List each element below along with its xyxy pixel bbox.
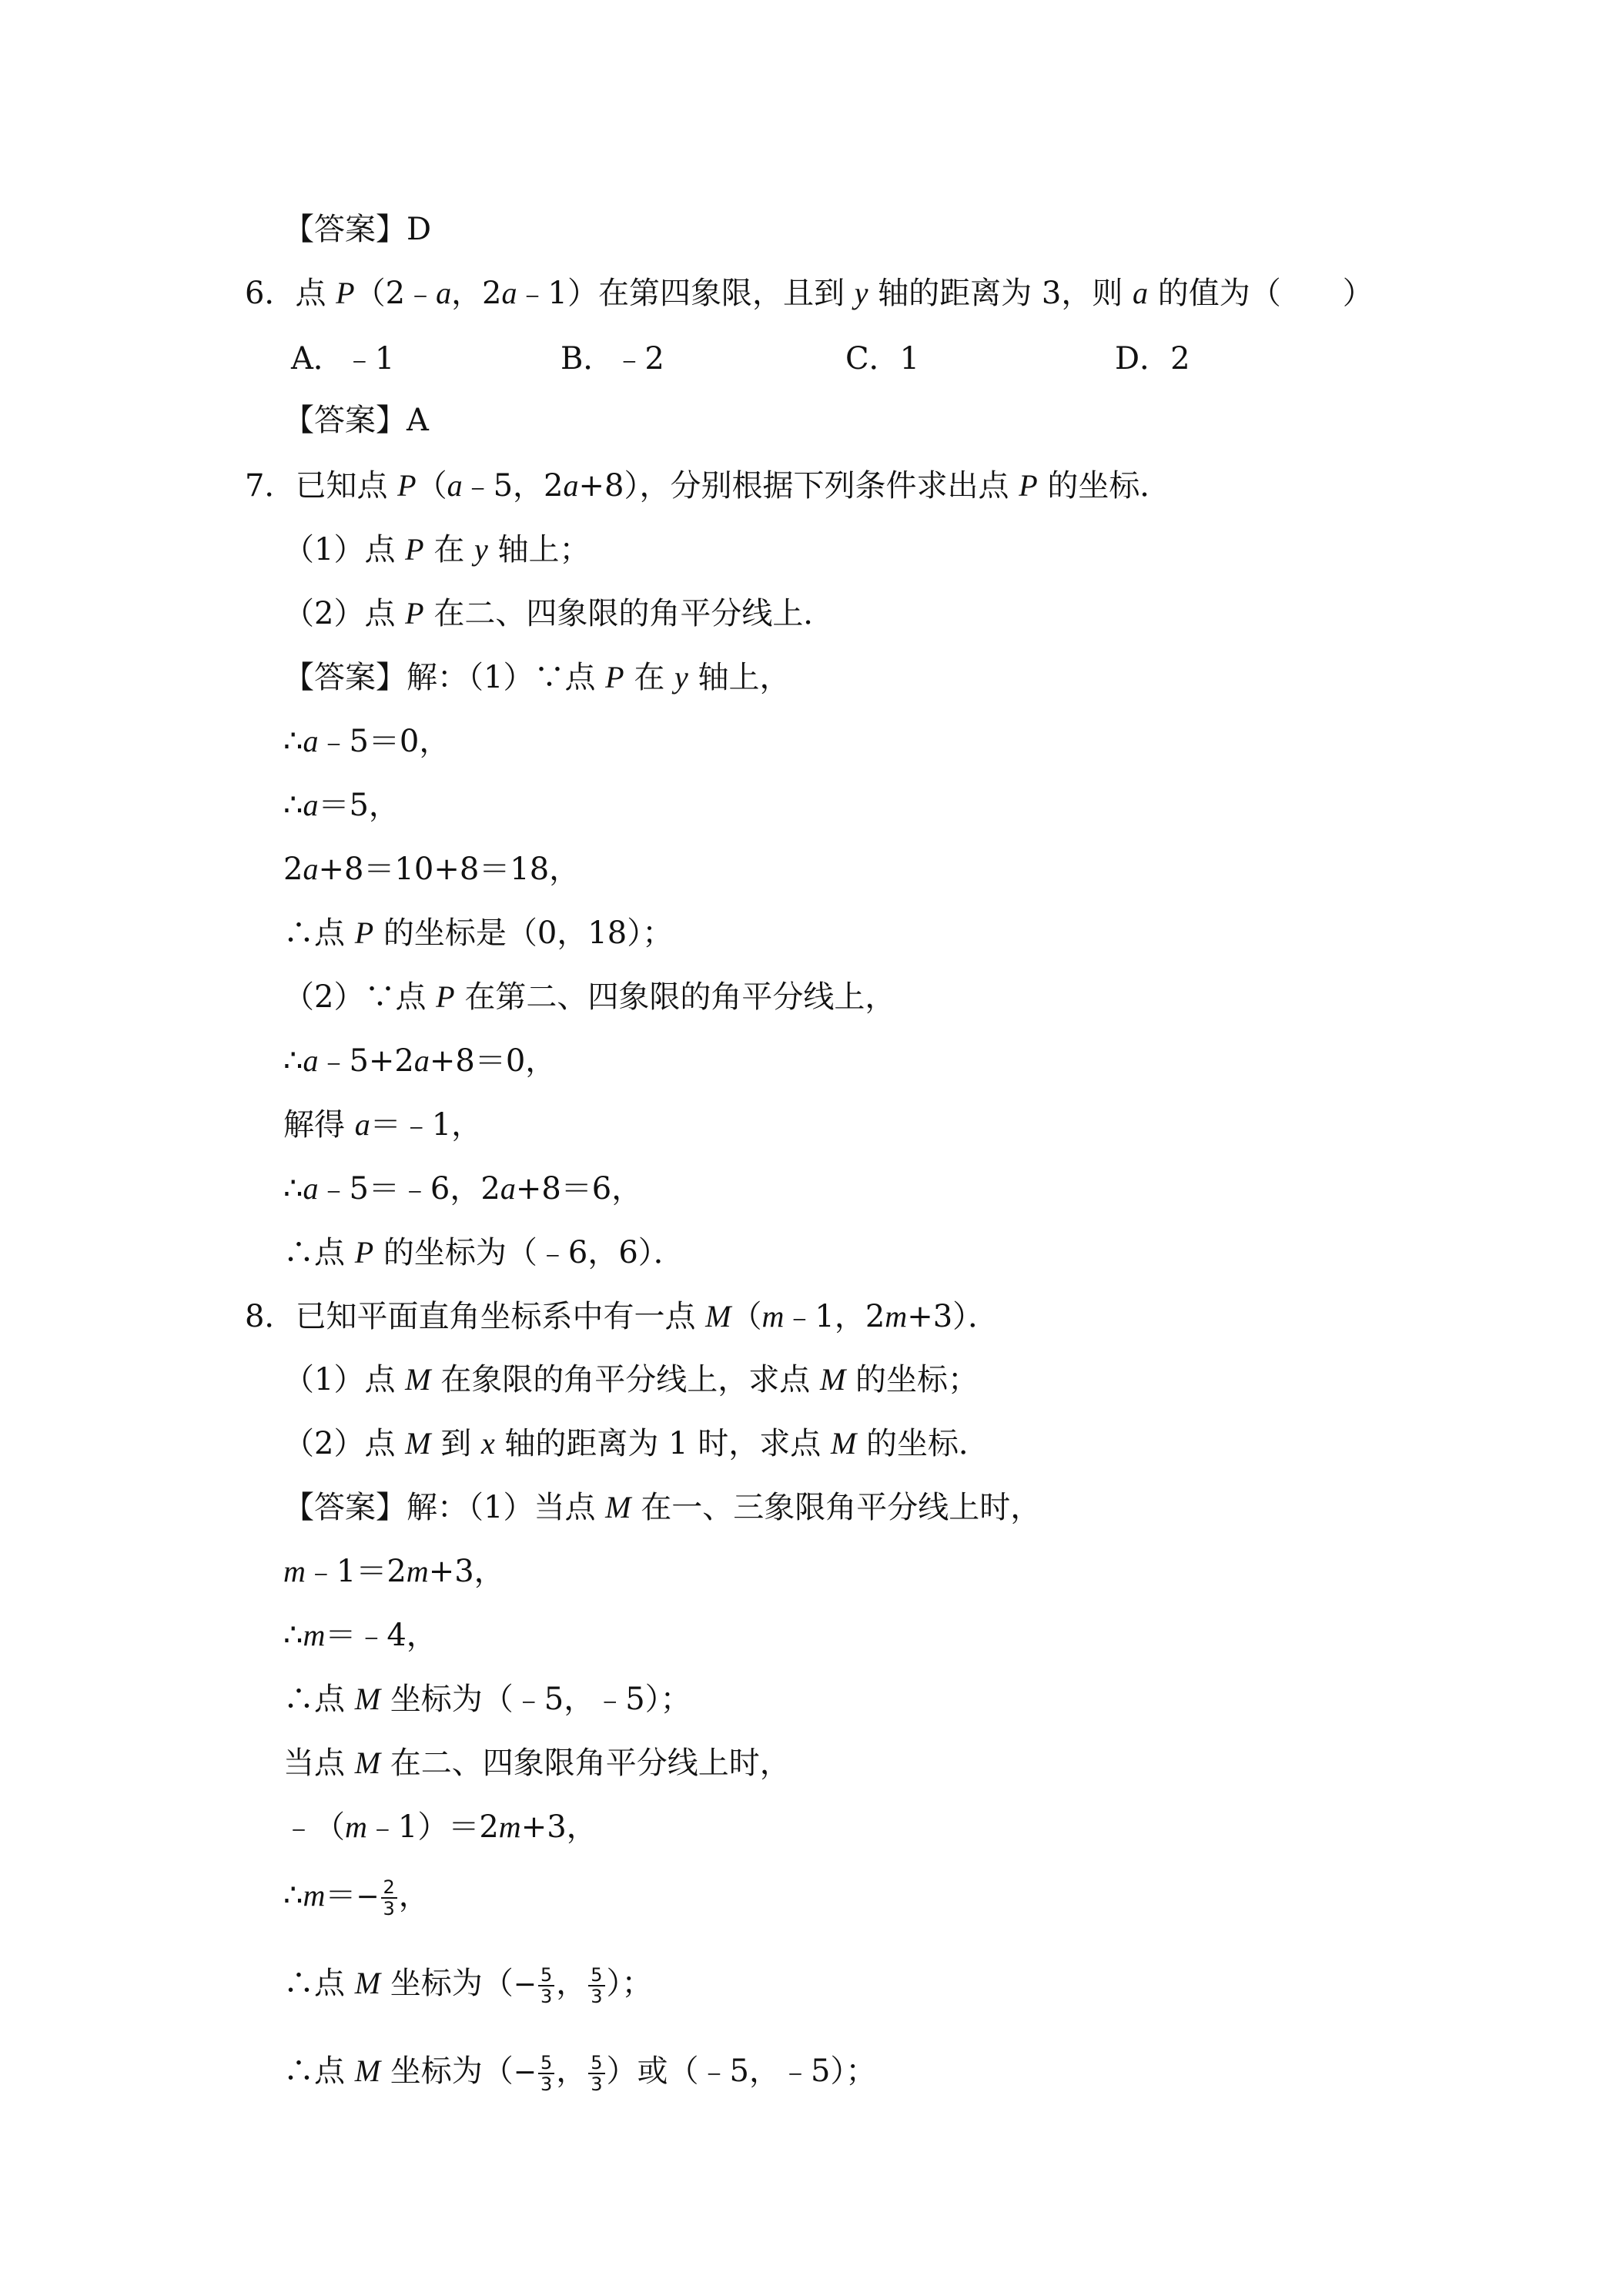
var: M — [605, 1490, 631, 1525]
var: a — [303, 852, 319, 886]
var: P — [405, 596, 424, 631]
numerator: 5 — [588, 2053, 604, 2074]
var: m — [885, 1299, 908, 1334]
numerator: 2 — [381, 1877, 397, 1899]
text: ，2 — [451, 276, 502, 311]
text: （2）点 — [283, 596, 406, 631]
var: a — [354, 1107, 370, 1142]
q7-solution-9 — [283, 1170, 642, 1207]
q7-solution-8 — [283, 1106, 482, 1143]
text: 点 — [295, 276, 336, 311]
minus-sign: − — [356, 1881, 380, 1913]
text: ∴ — [283, 1618, 303, 1653]
var: P — [336, 276, 355, 310]
text: 的坐标是（0，18）； — [373, 915, 674, 951]
text: ﹣5，2 — [462, 468, 564, 504]
var: m — [303, 1618, 326, 1652]
var: P — [605, 660, 624, 694]
q8-solution-3 — [283, 1617, 437, 1654]
text: ﹣（ — [283, 1809, 345, 1845]
denominator: 3 — [591, 2073, 603, 2095]
var: P — [436, 979, 455, 1014]
text: 【答案】解：（1）当点 — [283, 1490, 606, 1525]
text: 轴的距离为 1 时，求点 — [494, 1426, 832, 1461]
denominator: 3 — [540, 2073, 553, 2095]
q7-solution-2 — [283, 723, 450, 760]
q8-solution-5 — [283, 1745, 791, 1782]
text: ＝﹣4， — [325, 1618, 437, 1653]
var: a — [303, 1171, 319, 1206]
text: 在 — [423, 532, 475, 567]
text: ∴点 — [283, 1235, 355, 1270]
var: m — [283, 1554, 306, 1588]
text: ﹣5＝0， — [318, 724, 450, 759]
q8-solution-8 — [283, 1965, 653, 2006]
text: ）或（﹣5，﹣5）； — [606, 2053, 877, 2089]
text: 的值为（ ） — [1148, 276, 1374, 311]
question-6 — [245, 275, 1374, 312]
text: ∴ — [283, 1878, 303, 1913]
text: +3， — [428, 1554, 505, 1589]
q7-solution-3 — [283, 787, 400, 824]
answer-text: 【答案】D — [283, 212, 432, 247]
text: 到 — [430, 1426, 481, 1461]
text: ﹣5＝﹣6，2 — [318, 1171, 500, 1207]
text: 轴上； — [487, 532, 591, 567]
text: ﹣1＝2 — [305, 1554, 407, 1589]
q8-solution-4 — [283, 1681, 691, 1718]
text: （2）点 — [283, 1426, 406, 1461]
q7-solution-6 — [283, 979, 895, 1016]
var: a — [303, 724, 319, 758]
var: P — [1019, 468, 1038, 503]
text: 在二、四象限角平分线上时， — [380, 1745, 791, 1781]
q7-condition-1 — [283, 531, 591, 568]
numerator: 5 — [538, 1965, 554, 1986]
var: P — [354, 915, 374, 950]
option-d: D．2 — [1115, 341, 1190, 377]
var: M — [831, 1426, 857, 1461]
var: m — [303, 1878, 326, 1913]
q8-solution-1 — [283, 1489, 1041, 1526]
text: 的坐标． — [1037, 468, 1171, 504]
denominator: 3 — [591, 1986, 603, 2007]
text: （2）∵点 — [283, 979, 437, 1015]
var: P — [405, 532, 424, 567]
option-c: C．1 — [845, 341, 920, 377]
text: 轴上， — [688, 660, 791, 695]
var: y — [674, 660, 688, 694]
minus-sign: − — [513, 1969, 537, 2000]
var: m — [345, 1809, 367, 1844]
text: ﹣1）＝2 — [366, 1809, 499, 1845]
numerator: 5 — [588, 1965, 604, 1986]
var: a — [447, 468, 463, 503]
var: a — [1133, 276, 1149, 310]
denominator: 3 — [540, 1986, 553, 2007]
text: ﹣1，2 — [784, 1299, 885, 1334]
text: （ — [731, 1299, 762, 1334]
text: ∴点 — [283, 1966, 355, 2001]
var: P — [397, 468, 417, 503]
fraction — [538, 1965, 554, 2006]
text: 在一、三象限角平分线上时， — [631, 1490, 1042, 1525]
text: 【答案】解：（1）∵点 — [283, 660, 606, 695]
var: a — [303, 788, 319, 822]
text: ∴点 — [283, 1682, 355, 1717]
text: 坐标为（ — [380, 1966, 514, 2001]
q7-solution-4 — [283, 851, 580, 888]
text: （1）点 — [283, 532, 406, 567]
var: a — [501, 276, 517, 310]
text: ＝﹣1， — [370, 1107, 483, 1143]
text: ＝5， — [318, 788, 400, 823]
fraction — [588, 2053, 604, 2094]
text: +8＝10+8＝18， — [318, 852, 581, 887]
text: ﹣5+2 — [318, 1043, 414, 1079]
var: M — [354, 1745, 381, 1780]
var: x — [480, 1426, 495, 1461]
var: a — [303, 1043, 319, 1078]
var: M — [354, 1682, 381, 1716]
text: ∴ — [283, 1043, 303, 1079]
text: 在第二、四象限的角平分线上， — [454, 979, 896, 1015]
text: ， — [398, 1878, 430, 1913]
text: +3， — [520, 1809, 597, 1845]
var: y — [474, 532, 488, 567]
var: a — [563, 468, 579, 503]
q8-solution-7 — [283, 1877, 430, 1919]
text: 坐标为（﹣5，﹣5）； — [380, 1682, 691, 1717]
text: ﹣1）在第四象限，且到 — [517, 276, 855, 311]
minus-sign: − — [513, 2057, 537, 2088]
option-b: B．﹣2 — [561, 341, 664, 377]
text: 的坐标； — [845, 1362, 979, 1397]
text: 坐标为（ — [380, 2053, 514, 2089]
text: ∴ — [283, 788, 303, 823]
text: ∴点 — [283, 2053, 355, 2089]
question-number: 8． — [245, 1299, 296, 1334]
var: M — [405, 1426, 431, 1461]
text: 已知点 — [295, 468, 398, 504]
denominator: 3 — [383, 1898, 395, 1919]
var: M — [354, 2053, 381, 2088]
text: 的坐标为（﹣6，6）． — [373, 1235, 684, 1270]
text: ）； — [606, 1966, 653, 2001]
var: a — [436, 276, 452, 310]
text: ∴ — [283, 724, 303, 759]
text: 在二、四象限的角平分线上． — [423, 596, 835, 631]
q8-solution-2 — [283, 1553, 505, 1590]
text: （ — [416, 468, 447, 504]
q8-solution-6 — [283, 1809, 597, 1846]
answer-6: 【答案】A — [283, 403, 429, 438]
text: ∴点 — [283, 915, 355, 951]
question-8 — [245, 1298, 999, 1335]
q7-solution-1 — [283, 659, 791, 696]
q7-condition-2 — [283, 595, 834, 632]
text: 已知平面直角坐标系中有一点 — [295, 1299, 706, 1334]
text: 在 — [624, 660, 675, 695]
question-7 — [245, 467, 1170, 504]
q8-solution-9 — [283, 2053, 876, 2094]
text: +8），分别根据下列条件求出点 — [578, 468, 1019, 504]
text: 轴的距离为 3，则 — [868, 276, 1133, 311]
var: M — [705, 1299, 731, 1334]
answer-5 — [283, 211, 431, 248]
question-number: 7． — [245, 468, 296, 504]
var: a — [500, 1171, 516, 1206]
text: 的坐标． — [856, 1426, 990, 1461]
q7-solution-10 — [283, 1234, 684, 1271]
q8-condition-2 — [283, 1425, 989, 1462]
fraction — [381, 1877, 397, 1919]
var: m — [406, 1554, 429, 1588]
var: a — [413, 1043, 430, 1078]
var: m — [498, 1809, 521, 1844]
text: +8＝0， — [429, 1043, 557, 1079]
var: M — [405, 1362, 431, 1397]
q8-condition-1 — [283, 1361, 979, 1398]
text: ， — [556, 1966, 587, 2001]
q7-solution-5 — [283, 915, 673, 952]
text: ∴ — [283, 1171, 303, 1207]
text: 在象限的角平分线上，求点 — [430, 1362, 820, 1397]
q7-solution-7 — [283, 1043, 556, 1079]
var: M — [354, 1966, 381, 2000]
var: M — [819, 1362, 846, 1397]
text: 2 — [283, 852, 303, 887]
text: （2﹣ — [354, 276, 437, 311]
var: m — [761, 1299, 785, 1334]
text: 解得 — [283, 1107, 355, 1143]
fraction — [538, 2053, 554, 2094]
fraction — [588, 1965, 604, 2006]
text: 当点 — [283, 1745, 355, 1781]
text: +8＝6， — [515, 1171, 643, 1207]
text: ＝ — [325, 1878, 356, 1913]
numerator: 5 — [538, 2053, 554, 2074]
question-number: 6． — [245, 276, 296, 311]
text: +3）． — [907, 1299, 999, 1334]
var: y — [854, 276, 868, 310]
text: （1）点 — [283, 1362, 406, 1397]
var: P — [354, 1235, 374, 1270]
option-a: A．﹣1 — [291, 341, 395, 377]
text: ， — [556, 2053, 587, 2089]
